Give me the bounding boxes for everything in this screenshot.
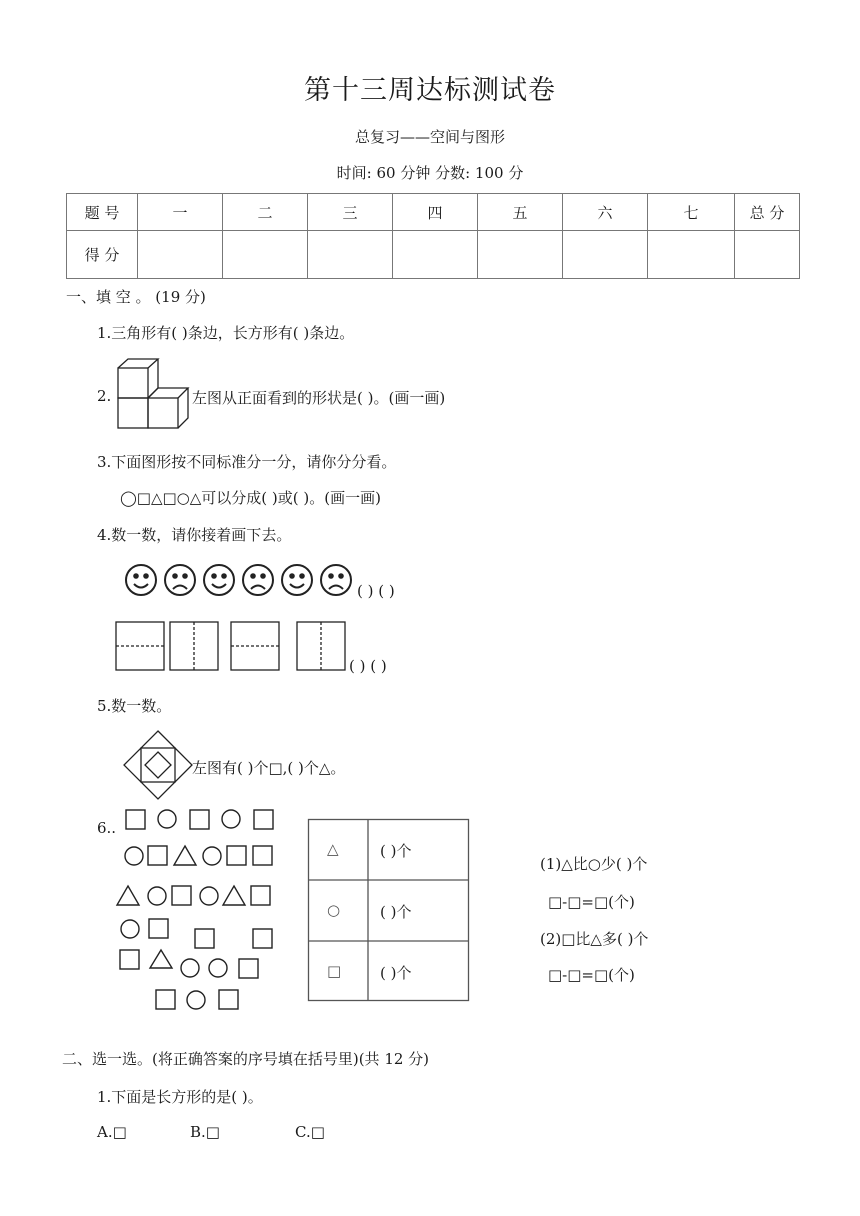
question-2-text: 左图从正面看到的形状是( )。(画一画) (192, 389, 446, 407)
tally-symbol-triangle: △ (327, 840, 339, 858)
section1-heading: 一、填 空 。 (19 分) (66, 288, 206, 306)
nested-squares-figure (123, 730, 195, 802)
page-subtitle: 总复习——空间与图形 (354, 128, 505, 146)
score-row-label: 题 号 (67, 194, 138, 231)
score-total-label: 总 分 (735, 194, 800, 231)
question-3: 3.下面图形按不同标准分一分，请你分分看。 (97, 453, 397, 471)
score-cell[interactable] (478, 231, 563, 279)
question-6-sub1-equation[interactable]: □-□=□(个) (548, 893, 635, 911)
tally-blank[interactable]: ( )个 (380, 842, 412, 860)
score-cell[interactable] (223, 231, 308, 279)
score-cell[interactable] (393, 231, 478, 279)
score-col-5: 五 (478, 194, 563, 231)
score-cell[interactable] (308, 231, 393, 279)
sad-face-icon (165, 565, 195, 595)
face-sequence (125, 563, 357, 599)
score-col-3: 三 (308, 194, 393, 231)
option-b[interactable]: B.□ (190, 1123, 220, 1141)
question-1: 1.三角形有( )条边，长方形有( )条边。 (97, 324, 355, 342)
smiley-face-icon (282, 565, 312, 595)
page-title: 第十三周达标测试卷 (304, 75, 556, 106)
score-cell[interactable] (735, 231, 800, 279)
score-col-7: 七 (648, 194, 735, 231)
question-2-number: 2. (97, 387, 112, 405)
question-5: 5.数一数。 (97, 697, 172, 715)
question-4: 4.数一数，请你接着画下去。 (97, 526, 292, 544)
question-5-text: 左图有( )个□,( )个△。 (192, 759, 346, 777)
question-6-number: 6.. (97, 819, 117, 837)
tally-symbol-circle: ○ (327, 901, 341, 919)
tally-blank[interactable]: ( )个 (380, 903, 412, 921)
score-cell[interactable] (648, 231, 735, 279)
question-6-sub2-equation[interactable]: □-□=□(个) (548, 966, 635, 984)
question-6-sub1: (1)△比○少( )个 (540, 855, 648, 873)
sad-face-icon (321, 565, 351, 595)
option-a[interactable]: A.□ (97, 1123, 127, 1141)
score-table (66, 193, 800, 279)
question-4-row1-blanks[interactable]: ( ) ( ) (357, 582, 395, 600)
smiley-face-icon (204, 565, 234, 595)
cube-stack-figure (117, 358, 189, 430)
score-row-label: 得 分 (67, 231, 138, 279)
question-6-sub2: (2)□比△多( )个 (540, 930, 649, 948)
question-3-shapes: ◯□△□○△可以分成( )或( )。(画一画) (120, 489, 381, 507)
section2-question-1: 1.下面是长方形的是( )。 (97, 1088, 263, 1106)
score-col-6: 六 (563, 194, 648, 231)
folded-rectangles (115, 621, 347, 673)
section2-heading: 二、选一选。(将正确答案的序号填在括号里)(共 12 分) (62, 1050, 430, 1068)
score-col-1: 一 (138, 194, 223, 231)
question-4-row2-blanks[interactable]: ( ) ( ) (349, 657, 387, 675)
tally-blank[interactable]: ( )个 (380, 964, 412, 982)
sad-face-icon (243, 565, 273, 595)
score-cell[interactable] (563, 231, 648, 279)
shape-cluster (116, 805, 278, 1015)
time-info: 时间: 60 分钟 分数: 100 分 (336, 164, 524, 182)
score-col-2: 二 (223, 194, 308, 231)
option-c[interactable]: C.□ (295, 1123, 325, 1141)
score-cell[interactable] (138, 231, 223, 279)
smiley-face-icon (126, 565, 156, 595)
tally-symbol-square: □ (327, 962, 342, 980)
score-col-4: 四 (393, 194, 478, 231)
